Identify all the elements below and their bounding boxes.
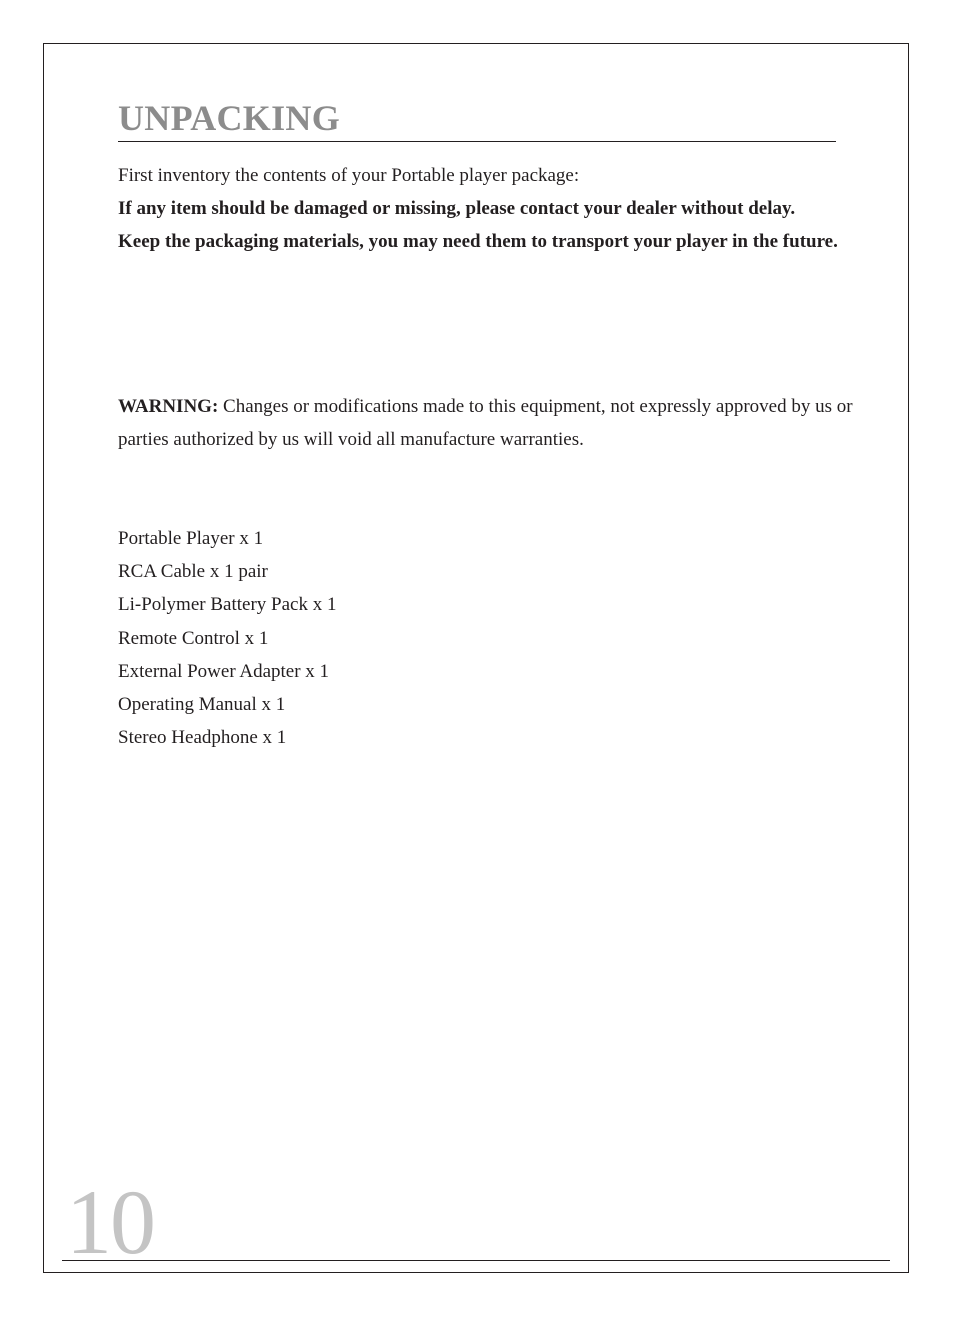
list-item: External Power Adapter x 1 [118,660,330,682]
damage-notice: If any item should be damaged or missing, please contact your dealer without delay. [118,198,796,219]
page-title: UNPACKING [118,98,341,138]
list-item: Portable Player x 1 [118,528,264,549]
page-number: 10 [66,1171,154,1273]
list-item: RCA Cable x 1 pair [118,561,268,583]
packaging-notice: Keep the packaging materials, you may need them to transport your player in the future. [118,231,838,252]
package-contents-list [118,522,336,754]
intro-text: First inventory the contents of your Portable player package: [118,165,580,186]
warning-paragraph [118,390,853,456]
intro-section [118,159,848,258]
footer-divider [62,1260,890,1261]
warning-label: WARNING: [118,396,219,417]
warning-text: Changes or modifications made to this equipment, not expressly approved by us or parties authorized by us will void all manufacture warranties. [118,396,853,450]
list-item: Operating Manual x 1 [118,694,286,716]
list-item: Remote Control x 1 [118,627,269,649]
title-divider [118,141,836,142]
list-item: Stereo Headphone x 1 [118,727,287,749]
list-item: Li-Polymer Battery Pack x 1 [118,594,337,616]
